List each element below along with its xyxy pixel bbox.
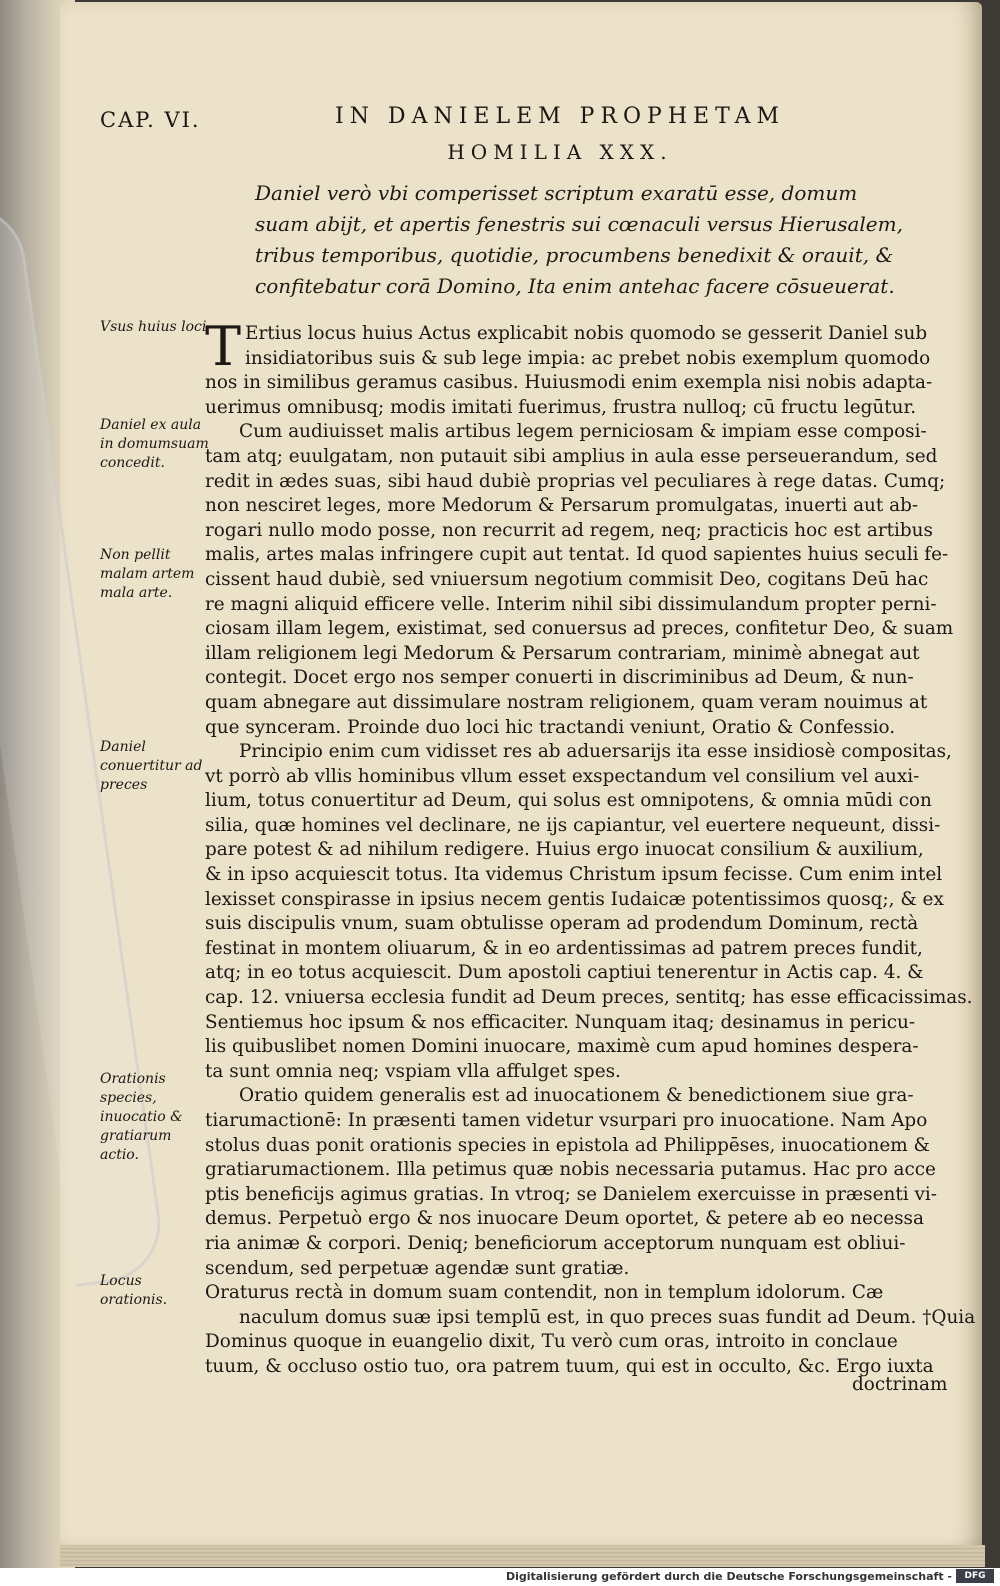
text-line: Principio enim cum vidisset res ab aduersarijs ita esse insidiosè compositas, [239, 741, 952, 763]
text-line: lexisset conspirasse in ipsius necem gentis Iudaicæ potentissimos quosq;, & ex [205, 888, 944, 910]
text-line: ria animæ & corpori. Deniq; beneficiorum acceptorum nunquam est obliui- [205, 1232, 906, 1254]
margin-note: Non pellit malam artem mala arte. [100, 547, 195, 601]
text-line: Cum audiuisset malis artibus legem perniciosam & impiam esse composi- [239, 421, 927, 443]
homily-body [205, 315, 976, 1404]
margin-note: Vsus huius loci [100, 319, 207, 335]
text-line: lium, totus conuertitur ad Deum, qui solus est omnipotens, & omnia mūdi con [205, 790, 932, 812]
text-line: nos in similibus geramus casibus. Huiusmodi enim exempla nisi nobis adapta- [205, 372, 933, 394]
text-line: Sentiemus hoc ipsum & nos efficaciter. Nunquam itaq; desinamus in pericu- [205, 1011, 916, 1033]
text-line: Ertius locus huius Actus explicabit nobis quomodo se gesserit Daniel sub [245, 323, 928, 344]
text-line: naculum domus suæ ipsi templū est, in quo preces suas fundit ad Deum. †Quia [239, 1306, 976, 1328]
text-line: cap. 12. vniuersa ecclesia fundit ad Deum preces, sentitq; has esse efficacissimas. [205, 987, 973, 1009]
text-line: quam abnegare aut dissimulare nostram religionem, quam veram nouimus at [205, 691, 928, 713]
text-line: pare potest & ad nihilum redigere. Huius ergo inuocat consilium & auxilium, [205, 839, 924, 861]
text-line: tiarumactionē: In præsenti tamen videtur vsurpari pro inuocatione. Nam Apo [205, 1110, 928, 1131]
text-line: ciosam illam legem, existimat, sed conuersus ad preces, confitetur Deo, & suam [205, 618, 954, 640]
text-line: festinat in montem oliuarum, & in eo ardentissimas ad patrem preces fundit, [205, 937, 923, 959]
verse-line: Daniel verò vbi comperisset scriptum exaratū esse, domum [255, 181, 858, 205]
text-line: vt porrò ab vllis hominibus vllum esset exspectandum vel consilium vel auxi- [205, 765, 920, 787]
margin-note: Locus orationis. [100, 1273, 168, 1308]
text-line: lis quibuslibet nomen Domini inuocare, maximè cum apud homines despera- [205, 1036, 919, 1058]
text-line: ta sunt omnia neq; vspiam vlla affulget spes. [205, 1060, 621, 1082]
text-line: atq; in eo totus acquiescit. Dum apostoli captiui tenerentur in Actis cap. 4. & [205, 962, 924, 984]
text-line: contegit. Docet ergo nos semper conuerti in discriminibus ad Deum, & nun- [205, 667, 914, 689]
text-line: stolus duas ponit orationis species in epistola ad Philippēses, inuocationem & [205, 1134, 930, 1156]
text-line: re magni aliquid efficere velle. Interim nihil sibi dissimulandum propter perni- [205, 593, 937, 615]
text-line: non nesciret leges, more Medorum & Persarum promulgatas, inuerti aut ab- [205, 495, 919, 517]
text-line: que synceram. Proinde duo loci hic tractandi veniunt, Oratio & Confessio. [205, 716, 896, 738]
drop-capital: T [205, 315, 242, 378]
text-line: demus. Perpetuò ergo & nos inuocare Deum oportet, & petere ab eo necessa [205, 1208, 924, 1230]
text-line [205, 1380, 925, 1405]
funding-credit: Digitalisierung gefördert durch die Deutsche Forschungsgemeinschaft - [505, 1570, 952, 1583]
scripture-verse [255, 178, 903, 302]
margin-note: Orationis species, inuocatio & gratiarum actio. [100, 1071, 183, 1163]
text-line: Dominus quoque in euangelio dixit, Tu verò cum oras, introito in conclaue [205, 1331, 898, 1353]
text-line: Oraturus rectà in domum suam contendit, non in templum idolorum. Cæ [205, 1282, 884, 1304]
text-line: rogari nullo modo posse, non recurrit ad regem, neq; practicis hoc est artibus [205, 519, 933, 541]
verse-line: suam abijt, et apertis fenestris sui cœnaculi versus Hierusalem, [255, 212, 903, 236]
dfg-logo: DFG [956, 1569, 994, 1583]
text-line: cissent haud dubiè, sed vniuersum negotium commisit Deo, cogitans Deū hac [205, 568, 929, 590]
page-stack-bottom-edge [60, 1545, 985, 1567]
text-line: insidiatoribus suis & sub lege impia: ac prebet nobis exemplum quomodo [245, 347, 931, 369]
text-line: & in ipso acquiescit totus. Ita videmus Christum ipsum fecisse. Cum enim intel [205, 864, 943, 886]
catchword: doctrinam [852, 1374, 948, 1395]
margin-note: Daniel conuertitur ad preces [100, 739, 203, 793]
text-line: tuum, & occluso ostio tuo, ora patrem tuum, qui est in occulto, &c. Ergo iuxta [205, 1355, 934, 1377]
verse-line: confitebatur corā Domino, Ita enim antehac facere cōsueuerat. [255, 274, 895, 298]
verse-line: tribus temporibus, quotidie, procumbens benedixit & orauit, & [255, 243, 894, 267]
chapter-heading: CAP. VI. [100, 108, 201, 132]
text-line: illam religionem legi Medorum & Persarum contrariam, minimè abnegat aut [205, 642, 920, 664]
text-line: gratiarumactionem. Illa petimus quæ nobis necessaria putamus. Hac pro acce [205, 1159, 936, 1181]
text-line: uerimus omnibusq; modis imitati fuerimus, frustra nulloq; cū fructu legūtur. [205, 396, 917, 418]
running-title: IN DANIELEM PROPHETAM [335, 104, 785, 129]
text-line: scendum, sed perpetuæ agendæ sunt gratiæ. [205, 1257, 630, 1279]
text-line: Oratio quidem generalis est ad inuocationem & benedictionem siue gra- [239, 1085, 914, 1107]
text-line: suis discipulis vnum, suam obtulisse operam ad prodendum Dominum, rectà [205, 913, 919, 935]
text-line: ptis beneficijs agimus gratias. In vtroq; se Danielem exercuisse in præsenti vi- [205, 1183, 937, 1205]
margin-note: Daniel ex aula in domumsuam concedit. [100, 417, 209, 471]
text-line: silia, quæ homines vel declinare, ne ijs capiantur, vel euertere nequeunt, dissi- [205, 814, 941, 836]
footer-bar [0, 1568, 1000, 1586]
homily-heading: HOMILIA XXX. [447, 140, 673, 164]
text-line: redit in ædes suas, sibi haud dubiè proprias vel peculiares à rege datas. Cumq; [205, 470, 946, 492]
text-line: malis, artes malas infringere cupit aut tentat. Id quod sapientes huius seculi fe- [205, 544, 949, 566]
text-line: tam atq; euulgatam, non putauit sibi amplius in aula esse perseuerandum, sed [205, 445, 938, 467]
